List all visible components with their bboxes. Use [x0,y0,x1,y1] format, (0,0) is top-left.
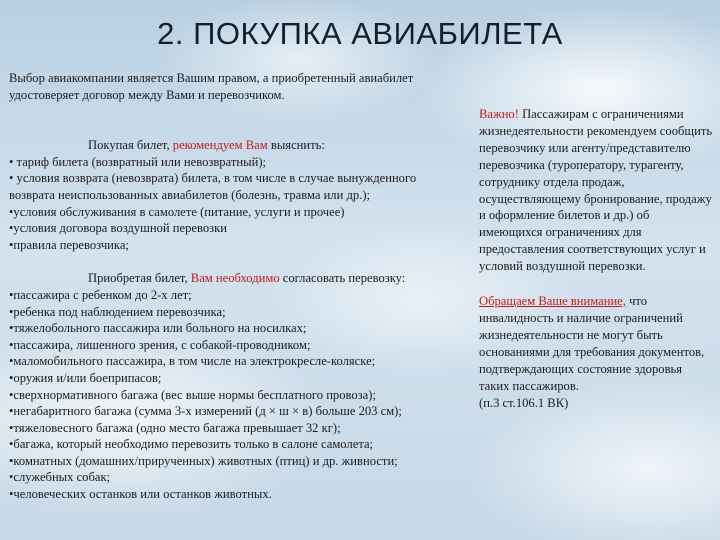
list-item: •условия обслуживания в самолете (питание, услуги и прочее) [9,204,345,219]
section-buying-pre: Покупая билет, [88,138,173,153]
list-item: •багажа, который необходимо перевозить только в салоне самолета; [9,437,374,452]
attention-label: Обращаем Ваше внимание, [479,294,626,309]
list-item: •сверхнормативного багажа (вес выше нормы бесплатного провоза); [9,387,376,402]
list-item: • условия возврата (невозврата) билета, в том числе в случае вынужденного возврата неиспользованных авиабилетов (болезнь, травма или др.); [9,171,417,202]
list-item: •маломобильного пассажира, в том числе на электрокресле-коляске; [9,354,376,369]
attention-text: что инвалидность и наличие ограничений жизнедеятельности не могут быть основаниями для требования документов, подтверждающих состояние здоровья таких пассажиров. [479,294,705,393]
left-column [9,70,464,503]
page-title: 2. ПОКУПКА АВИАБИЛЕТА [157,16,563,51]
list-item: •правила перевозчика; [9,237,129,252]
recommend-label: рекомендуем [586,123,657,138]
list-item: •условия договора воздушной перевозки [9,221,227,236]
recommend-highlight: рекомендуем Вам [172,138,268,153]
section-buying-heading [9,137,464,154]
citation: (п.3 ст.106.1 ВК) [479,395,569,410]
list-item: •тяжелобольного пассажира или больного на носилках; [9,321,307,336]
list-item: •пассажира, лишенного зрения, с собакой-проводником; [9,337,311,352]
list-item: •оружия и/или боеприпасов; [9,370,162,385]
section-coordinate-heading [9,270,464,287]
section-coordinate-pre: Приобретая билет, [88,271,191,286]
necessary-highlight: Вам необходимо [190,271,280,286]
important-text-2: сообщить перевозчику или агенту/представителю перевозчика (туроператору, турагенту, сотруднику отдела продаж, осуществляющему бронирование, продажу и оформление билетов и др.) об имеющихся ограничениях для предоставления соответствующих услуг и условий воздушной перевозки. [479,123,713,274]
list-item: •негабаритного багажа (сумма 3-х измерений (д × ш × в) больше 203 см); [9,404,402,419]
section-buying-post: выяснить: [267,138,325,153]
important-note [479,106,715,275]
buying-checklist [9,154,464,254]
list-item: •человеческих останков или останков животных. [9,487,272,502]
list-item: •комнатных (домашних/прирученных) животных (птиц) и др. живности; [9,453,398,468]
important-text-1: Пассажирам с ограничениями жизнедеятельности [479,107,684,138]
right-column [479,106,715,411]
list-item: • тариф билета (возвратный или невозвратный); [9,154,267,169]
intro-paragraph: Выбор авиакомпании является Вашим правом, а приобретенный авиабилет удостоверяет договор между Вами и перевозчиком. [9,71,414,102]
list-item: •пассажира с ребенком до 2-х лет; [9,287,192,302]
list-item: •ребенка под наблюдением перевозчика; [9,304,226,319]
attention-note [479,293,715,411]
section-coordinate-post: согласовать перевозку: [279,271,406,286]
list-item: •служебных собак; [9,470,111,485]
important-label: Важно! [479,107,519,121]
coordinate-checklist [9,287,464,503]
list-item: •тяжеловесного багажа (одно место багажа превышает 32 кг); [9,420,341,435]
